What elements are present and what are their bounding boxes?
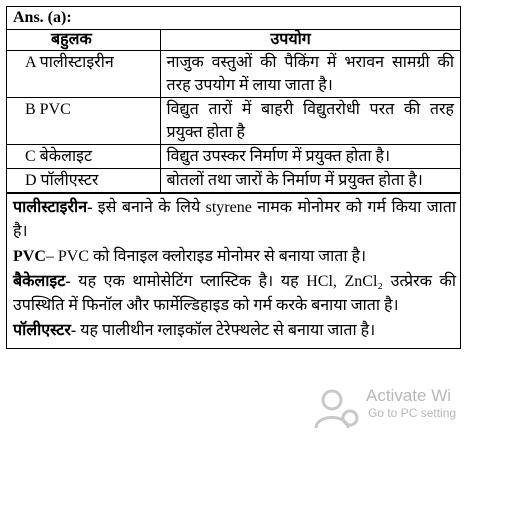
note-term: पॉलीएस्टर- [13, 322, 77, 339]
table-header-row [7, 30, 460, 51]
note-polystyrene [13, 196, 456, 244]
polymer-use: नाजुक वस्तुओं की पैकिंग में भरावन सामग्री की तरह उपयोग में लाया जाता है। [160, 51, 460, 98]
polymer-name: D पॉलीएस्टर [7, 169, 160, 193]
answer-box [6, 6, 461, 349]
polymer-name: A पालीस्टाइरीन [7, 51, 160, 98]
answer-heading: Ans. (a): [7, 7, 460, 30]
explanation-notes [7, 193, 460, 348]
note-term: PVC [13, 248, 46, 265]
note-polyester [13, 319, 456, 343]
table-row [7, 98, 460, 145]
watermark-subtitle: Go to PC setting [368, 406, 457, 420]
column-header-polymer: बहुलक [7, 30, 160, 51]
polymer-use: विद्युत उपस्कर निर्माण में प्रयुक्त होता है। [160, 145, 460, 169]
note-text: – PVC को विनाइल क्लोराइड मोनोमर से बनाया जाता है। [45, 248, 367, 265]
watermark-person-icon [312, 388, 360, 430]
activate-windows-watermark [366, 386, 456, 420]
polymer-use: विद्युत तारों में बाहरी विद्युतरोधी परत की तरह प्रयुक्त होता है [160, 98, 460, 145]
table-row [7, 51, 460, 98]
table-row [7, 169, 460, 193]
column-header-use: उपयोग [160, 30, 460, 51]
watermark-title: Activate Wi [366, 386, 452, 405]
note-pvc [13, 245, 456, 269]
polymer-name: B PVC [7, 98, 160, 145]
polymer-use: बोतलों तथा जारों के निर्माण में प्रयुक्त होता है। [160, 169, 460, 193]
note-text: यह पालीथीन ग्लाइकॉल टेरेफ्थलेट से बनाया जाता है। [76, 322, 376, 339]
polymer-name: C बेकेलाइट [7, 145, 160, 169]
note-bakelite [13, 270, 456, 318]
note-term: पालीस्टाइरीन- [13, 199, 93, 216]
note-text: यह एक थामोसेटिंग प्लास्टिक है। यह HCl, ZnCl₂ उत्प्रेरक की उपस्थिति में फिनॉल और फार्मेल्डिहाइड को गर्म करके बनाया जाता है। [13, 273, 456, 314]
note-term: बैकेलाइट- [13, 273, 71, 290]
answer-table [7, 30, 460, 193]
note-text: इसे बनाने के लिये styrene नामक मोनोमर को गर्म किया जाता है। [13, 199, 456, 240]
table-row [7, 145, 460, 169]
